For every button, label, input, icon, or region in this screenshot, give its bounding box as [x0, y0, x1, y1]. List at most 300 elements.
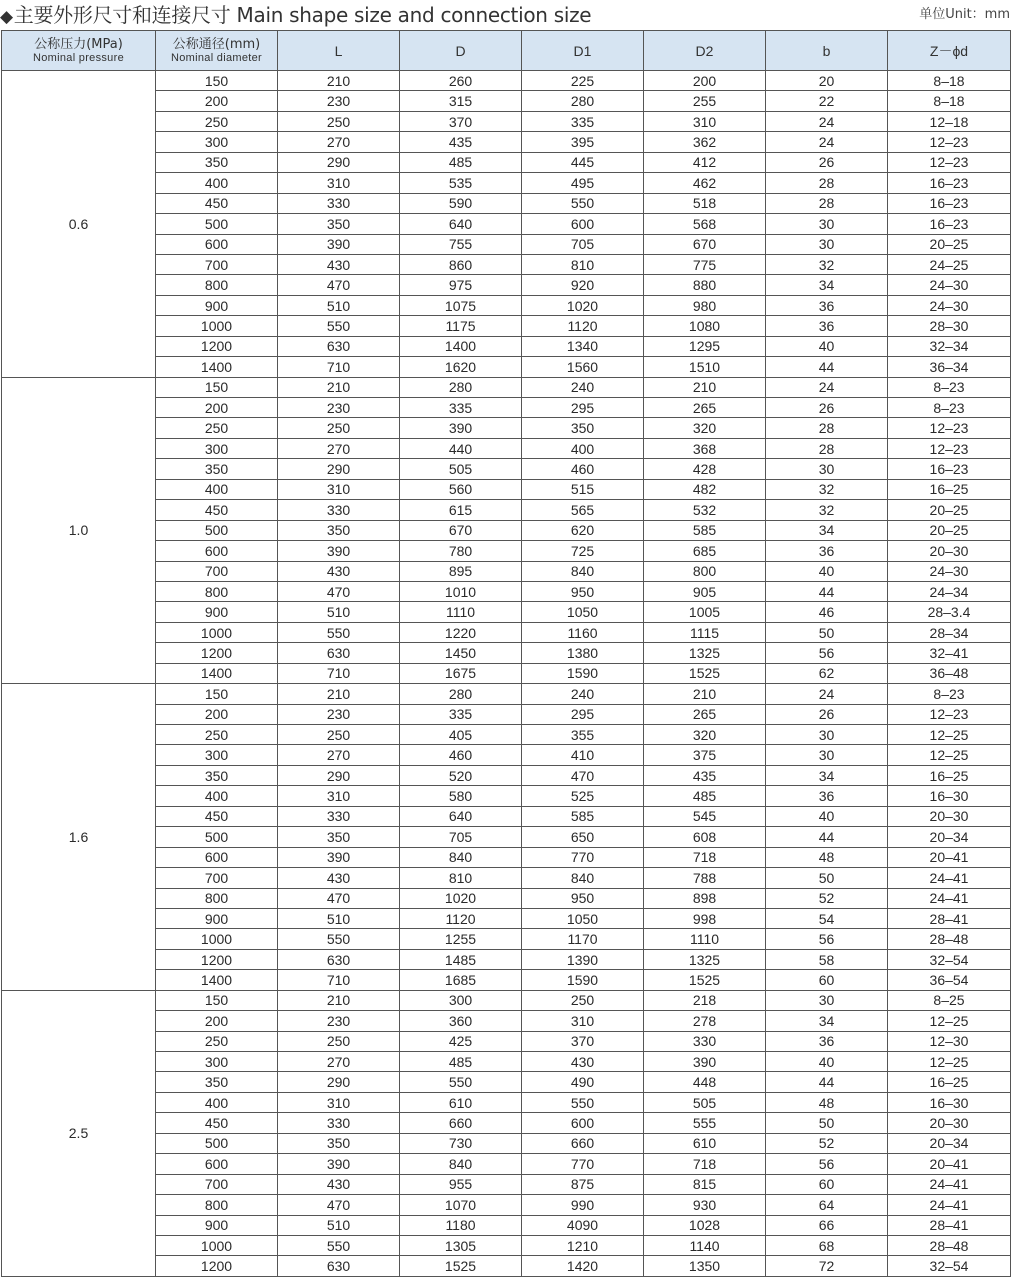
d1-cell: 240	[522, 377, 644, 397]
nominal-diameter-cell: 350	[156, 1072, 278, 1092]
l-cell: 230	[278, 398, 400, 418]
table-row	[2, 684, 1011, 704]
d1-cell: 1170	[522, 929, 644, 949]
l-cell: 550	[278, 929, 400, 949]
b-cell: 40	[766, 1052, 888, 1072]
b-cell: 52	[766, 888, 888, 908]
l-cell: 430	[278, 561, 400, 581]
z-phi-d-cell: 16–23	[888, 193, 1011, 213]
nominal-diameter-cell: 800	[156, 1195, 278, 1215]
z-phi-d-cell: 12–25	[888, 1052, 1011, 1072]
nominal-diameter-cell: 300	[156, 1052, 278, 1072]
d1-cell: 495	[522, 173, 644, 193]
d-cell: 435	[400, 132, 522, 152]
d2-cell: 880	[644, 275, 766, 295]
d2-cell: 485	[644, 786, 766, 806]
d-cell: 460	[400, 745, 522, 765]
d-cell: 1020	[400, 888, 522, 908]
b-cell: 26	[766, 398, 888, 418]
d-cell: 535	[400, 173, 522, 193]
z-phi-d-cell: 8–23	[888, 398, 1011, 418]
b-cell: 30	[766, 990, 888, 1010]
d-cell: 485	[400, 152, 522, 172]
d2-cell: 788	[644, 868, 766, 888]
nominal-pressure-cell: 1.6	[2, 684, 156, 991]
b-cell: 28	[766, 193, 888, 213]
nominal-diameter-cell: 200	[156, 398, 278, 418]
d2-cell: 1028	[644, 1215, 766, 1235]
d1-cell: 725	[522, 541, 644, 561]
d1-cell: 1560	[522, 357, 644, 377]
nominal-diameter-cell: 150	[156, 684, 278, 704]
d-cell: 505	[400, 459, 522, 479]
d-cell: 610	[400, 1092, 522, 1112]
d-cell: 560	[400, 479, 522, 499]
d2-cell: 330	[644, 1031, 766, 1051]
b-cell: 44	[766, 1072, 888, 1092]
l-cell: 330	[278, 806, 400, 826]
d2-cell: 998	[644, 908, 766, 928]
l-cell: 630	[278, 643, 400, 663]
d1-cell: 840	[522, 868, 644, 888]
nominal-diameter-cell: 1400	[156, 970, 278, 990]
d1-cell: 1590	[522, 970, 644, 990]
nominal-diameter-cell: 900	[156, 295, 278, 315]
d-cell: 390	[400, 418, 522, 438]
l-cell: 250	[278, 725, 400, 745]
table-row	[2, 377, 1011, 397]
d2-cell: 1510	[644, 357, 766, 377]
header-d2: D2	[644, 31, 766, 71]
l-cell: 270	[278, 132, 400, 152]
header-z-phi-d: Z－ϕd	[888, 31, 1011, 71]
nominal-diameter-cell: 500	[156, 214, 278, 234]
l-cell: 550	[278, 316, 400, 336]
d1-cell: 295	[522, 704, 644, 724]
z-phi-d-cell: 20–34	[888, 1133, 1011, 1153]
d-cell: 810	[400, 868, 522, 888]
d1-cell: 660	[522, 1133, 644, 1153]
b-cell: 62	[766, 663, 888, 683]
d1-cell: 770	[522, 847, 644, 867]
nominal-diameter-cell: 700	[156, 868, 278, 888]
d-cell: 1675	[400, 663, 522, 683]
z-phi-d-cell: 28–30	[888, 316, 1011, 336]
d1-cell: 460	[522, 459, 644, 479]
d1-cell: 585	[522, 806, 644, 826]
b-cell: 24	[766, 111, 888, 131]
d2-cell: 898	[644, 888, 766, 908]
table-row	[2, 990, 1011, 1010]
d2-cell: 320	[644, 418, 766, 438]
z-phi-d-cell: 24–41	[888, 888, 1011, 908]
nominal-diameter-cell: 200	[156, 91, 278, 111]
d2-cell: 610	[644, 1133, 766, 1153]
d1-cell: 1050	[522, 602, 644, 622]
b-cell: 50	[766, 1113, 888, 1133]
z-phi-d-cell: 28–41	[888, 908, 1011, 928]
d-cell: 755	[400, 234, 522, 254]
l-cell: 470	[278, 888, 400, 908]
d1-cell: 1590	[522, 663, 644, 683]
l-cell: 350	[278, 1133, 400, 1153]
z-phi-d-cell: 32–41	[888, 643, 1011, 663]
header-nominal-pressure-cn: 公称压力(MPa)	[34, 36, 123, 52]
l-cell: 710	[278, 663, 400, 683]
nominal-diameter-cell: 500	[156, 520, 278, 540]
b-cell: 20	[766, 71, 888, 91]
b-cell: 60	[766, 1174, 888, 1194]
nominal-diameter-cell: 900	[156, 908, 278, 928]
nominal-diameter-cell: 250	[156, 418, 278, 438]
l-cell: 250	[278, 111, 400, 131]
d1-cell: 650	[522, 827, 644, 847]
nominal-diameter-cell: 300	[156, 438, 278, 458]
d-cell: 660	[400, 1113, 522, 1133]
unit-label: 单位Unit：mm	[919, 7, 1010, 22]
d2-cell: 462	[644, 173, 766, 193]
d1-cell: 310	[522, 1011, 644, 1031]
l-cell: 390	[278, 1154, 400, 1174]
z-phi-d-cell: 32–54	[888, 1256, 1011, 1276]
d1-cell: 240	[522, 684, 644, 704]
l-cell: 250	[278, 418, 400, 438]
z-phi-d-cell: 24–41	[888, 1195, 1011, 1215]
d2-cell: 428	[644, 459, 766, 479]
l-cell: 290	[278, 765, 400, 785]
b-cell: 28	[766, 418, 888, 438]
d1-cell: 295	[522, 398, 644, 418]
l-cell: 270	[278, 438, 400, 458]
d1-cell: 810	[522, 254, 644, 274]
b-cell: 24	[766, 684, 888, 704]
d-cell: 780	[400, 541, 522, 561]
nominal-pressure-cell: 1.0	[2, 377, 156, 684]
d-cell: 280	[400, 377, 522, 397]
b-cell: 36	[766, 541, 888, 561]
nominal-pressure-cell: 2.5	[2, 990, 156, 1276]
l-cell: 330	[278, 193, 400, 213]
nominal-diameter-cell: 350	[156, 765, 278, 785]
d1-cell: 1120	[522, 316, 644, 336]
header-nominal-diameter-cn: 公称通径(mm)	[172, 36, 261, 52]
header-nominal-pressure	[2, 31, 156, 71]
d-cell: 1010	[400, 581, 522, 601]
header-l: L	[278, 31, 400, 71]
page-title-text: 主要外形尺寸和连接尺寸 Main shape size and connection size	[13, 3, 592, 27]
d2-cell: 200	[644, 71, 766, 91]
nominal-pressure-cell: 0.6	[2, 71, 156, 378]
z-phi-d-cell: 12–23	[888, 438, 1011, 458]
l-cell: 350	[278, 520, 400, 540]
nominal-diameter-cell: 500	[156, 827, 278, 847]
d2-cell: 1525	[644, 663, 766, 683]
nominal-diameter-cell: 250	[156, 725, 278, 745]
d1-cell: 1020	[522, 295, 644, 315]
d1-cell: 770	[522, 1154, 644, 1174]
z-phi-d-cell: 24–30	[888, 275, 1011, 295]
z-phi-d-cell: 16–25	[888, 765, 1011, 785]
l-cell: 350	[278, 214, 400, 234]
d2-cell: 255	[644, 91, 766, 111]
d2-cell: 1110	[644, 929, 766, 949]
d1-cell: 705	[522, 234, 644, 254]
d-cell: 1400	[400, 336, 522, 356]
l-cell: 350	[278, 827, 400, 847]
d2-cell: 368	[644, 438, 766, 458]
d-cell: 1220	[400, 622, 522, 642]
b-cell: 60	[766, 970, 888, 990]
l-cell: 230	[278, 1011, 400, 1031]
nominal-diameter-cell: 600	[156, 541, 278, 561]
d1-cell: 400	[522, 438, 644, 458]
nominal-diameter-cell: 1400	[156, 663, 278, 683]
b-cell: 34	[766, 765, 888, 785]
d-cell: 335	[400, 398, 522, 418]
d-cell: 1070	[400, 1195, 522, 1215]
d-cell: 260	[400, 71, 522, 91]
d2-cell: 1525	[644, 970, 766, 990]
l-cell: 710	[278, 970, 400, 990]
d1-cell: 490	[522, 1072, 644, 1092]
d2-cell: 670	[644, 234, 766, 254]
z-phi-d-cell: 12–18	[888, 111, 1011, 131]
z-phi-d-cell: 24–34	[888, 581, 1011, 601]
d2-cell: 210	[644, 684, 766, 704]
d-cell: 550	[400, 1072, 522, 1092]
l-cell: 210	[278, 71, 400, 91]
d1-cell: 600	[522, 214, 644, 234]
d-cell: 1620	[400, 357, 522, 377]
d2-cell: 608	[644, 827, 766, 847]
d-cell: 975	[400, 275, 522, 295]
b-cell: 44	[766, 827, 888, 847]
nominal-diameter-cell: 200	[156, 1011, 278, 1031]
l-cell: 230	[278, 704, 400, 724]
z-phi-d-cell: 20–34	[888, 827, 1011, 847]
d1-cell: 445	[522, 152, 644, 172]
d-cell: 580	[400, 786, 522, 806]
nominal-diameter-cell: 800	[156, 581, 278, 601]
b-cell: 36	[766, 316, 888, 336]
d2-cell: 375	[644, 745, 766, 765]
d1-cell: 950	[522, 581, 644, 601]
l-cell: 510	[278, 295, 400, 315]
d-cell: 640	[400, 214, 522, 234]
b-cell: 46	[766, 602, 888, 622]
z-phi-d-cell: 20–30	[888, 1113, 1011, 1133]
d1-cell: 355	[522, 725, 644, 745]
d-cell: 1255	[400, 929, 522, 949]
d1-cell: 280	[522, 91, 644, 111]
z-phi-d-cell: 24–30	[888, 561, 1011, 581]
d1-cell: 1380	[522, 643, 644, 663]
b-cell: 40	[766, 806, 888, 826]
z-phi-d-cell: 20–25	[888, 234, 1011, 254]
d-cell: 705	[400, 827, 522, 847]
d-cell: 485	[400, 1052, 522, 1072]
nominal-diameter-cell: 700	[156, 561, 278, 581]
l-cell: 630	[278, 949, 400, 969]
nominal-diameter-cell: 500	[156, 1133, 278, 1153]
b-cell: 36	[766, 1031, 888, 1051]
d2-cell: 1115	[644, 622, 766, 642]
d1-cell: 335	[522, 111, 644, 131]
d2-cell: 815	[644, 1174, 766, 1194]
d1-cell: 1050	[522, 908, 644, 928]
d-cell: 315	[400, 91, 522, 111]
d2-cell: 265	[644, 704, 766, 724]
b-cell: 64	[766, 1195, 888, 1215]
d2-cell: 265	[644, 398, 766, 418]
l-cell: 310	[278, 173, 400, 193]
d-cell: 425	[400, 1031, 522, 1051]
b-cell: 32	[766, 479, 888, 499]
z-phi-d-cell: 32–34	[888, 336, 1011, 356]
d-cell: 370	[400, 111, 522, 131]
d2-cell: 545	[644, 806, 766, 826]
d-cell: 1175	[400, 316, 522, 336]
l-cell: 430	[278, 254, 400, 274]
d1-cell: 565	[522, 500, 644, 520]
nominal-diameter-cell: 400	[156, 173, 278, 193]
l-cell: 430	[278, 868, 400, 888]
table-row	[2, 71, 1011, 91]
d1-cell: 620	[522, 520, 644, 540]
d-cell: 440	[400, 438, 522, 458]
l-cell: 290	[278, 152, 400, 172]
header-nominal-diameter-en: Nominal diameter	[170, 51, 262, 64]
d1-cell: 550	[522, 193, 644, 213]
z-phi-d-cell: 20–25	[888, 500, 1011, 520]
z-phi-d-cell: 12–30	[888, 1031, 1011, 1051]
d-cell: 360	[400, 1011, 522, 1031]
b-cell: 24	[766, 132, 888, 152]
b-cell: 56	[766, 1154, 888, 1174]
nominal-diameter-cell: 1400	[156, 357, 278, 377]
d2-cell: 718	[644, 1154, 766, 1174]
l-cell: 550	[278, 1235, 400, 1255]
z-phi-d-cell: 16–25	[888, 1072, 1011, 1092]
d2-cell: 1325	[644, 643, 766, 663]
d1-cell: 990	[522, 1195, 644, 1215]
b-cell: 32	[766, 254, 888, 274]
l-cell: 510	[278, 1215, 400, 1235]
l-cell: 390	[278, 847, 400, 867]
d1-cell: 875	[522, 1174, 644, 1194]
z-phi-d-cell: 12–23	[888, 418, 1011, 438]
b-cell: 36	[766, 295, 888, 315]
nominal-diameter-cell: 1200	[156, 949, 278, 969]
nominal-diameter-cell: 1000	[156, 622, 278, 642]
b-cell: 28	[766, 438, 888, 458]
l-cell: 210	[278, 684, 400, 704]
d1-cell: 515	[522, 479, 644, 499]
nominal-diameter-cell: 450	[156, 1113, 278, 1133]
d1-cell: 950	[522, 888, 644, 908]
d2-cell: 518	[644, 193, 766, 213]
d2-cell: 310	[644, 111, 766, 131]
nominal-diameter-cell: 450	[156, 193, 278, 213]
b-cell: 30	[766, 745, 888, 765]
b-cell: 30	[766, 725, 888, 745]
l-cell: 430	[278, 1174, 400, 1194]
header-nominal-pressure-en: Nominal pressure	[32, 51, 124, 64]
d-cell: 590	[400, 193, 522, 213]
d2-cell: 448	[644, 1072, 766, 1092]
z-phi-d-cell: 24–41	[888, 1174, 1011, 1194]
d1-cell: 1390	[522, 949, 644, 969]
b-cell: 48	[766, 1092, 888, 1112]
nominal-diameter-cell: 350	[156, 459, 278, 479]
d1-cell: 395	[522, 132, 644, 152]
d-cell: 615	[400, 500, 522, 520]
z-phi-d-cell: 16–25	[888, 479, 1011, 499]
d2-cell: 555	[644, 1113, 766, 1133]
d2-cell: 482	[644, 479, 766, 499]
d2-cell: 568	[644, 214, 766, 234]
d2-cell: 532	[644, 500, 766, 520]
d-cell: 520	[400, 765, 522, 785]
d-cell: 1110	[400, 602, 522, 622]
d2-cell: 320	[644, 725, 766, 745]
b-cell: 44	[766, 581, 888, 601]
dimension-table	[1, 30, 1011, 1277]
l-cell: 630	[278, 336, 400, 356]
nominal-diameter-cell: 800	[156, 275, 278, 295]
d-cell: 840	[400, 1154, 522, 1174]
d-cell: 1075	[400, 295, 522, 315]
d2-cell: 210	[644, 377, 766, 397]
d2-cell: 1350	[644, 1256, 766, 1276]
d-cell: 1525	[400, 1256, 522, 1276]
d-cell: 1450	[400, 643, 522, 663]
b-cell: 44	[766, 357, 888, 377]
b-cell: 30	[766, 234, 888, 254]
nominal-diameter-cell: 200	[156, 704, 278, 724]
b-cell: 28	[766, 173, 888, 193]
z-phi-d-cell: 28–48	[888, 1235, 1011, 1255]
l-cell: 310	[278, 786, 400, 806]
z-phi-d-cell: 20–41	[888, 1154, 1011, 1174]
l-cell: 230	[278, 91, 400, 111]
d2-cell: 412	[644, 152, 766, 172]
z-phi-d-cell: 20–30	[888, 806, 1011, 826]
nominal-diameter-cell: 1200	[156, 336, 278, 356]
l-cell: 270	[278, 745, 400, 765]
d-cell: 670	[400, 520, 522, 540]
nominal-diameter-cell: 1200	[156, 1256, 278, 1276]
d-cell: 895	[400, 561, 522, 581]
l-cell: 510	[278, 602, 400, 622]
d1-cell: 1210	[522, 1235, 644, 1255]
l-cell: 630	[278, 1256, 400, 1276]
header-b: b	[766, 31, 888, 71]
d-cell: 300	[400, 990, 522, 1010]
d1-cell: 350	[522, 418, 644, 438]
b-cell: 50	[766, 868, 888, 888]
l-cell: 290	[278, 1072, 400, 1092]
nominal-diameter-cell: 1000	[156, 1235, 278, 1255]
d2-cell: 585	[644, 520, 766, 540]
d-cell: 405	[400, 725, 522, 745]
d-cell: 955	[400, 1174, 522, 1194]
d-cell: 1305	[400, 1235, 522, 1255]
b-cell: 22	[766, 91, 888, 111]
b-cell: 34	[766, 275, 888, 295]
d2-cell: 435	[644, 765, 766, 785]
nominal-diameter-cell: 700	[156, 254, 278, 274]
